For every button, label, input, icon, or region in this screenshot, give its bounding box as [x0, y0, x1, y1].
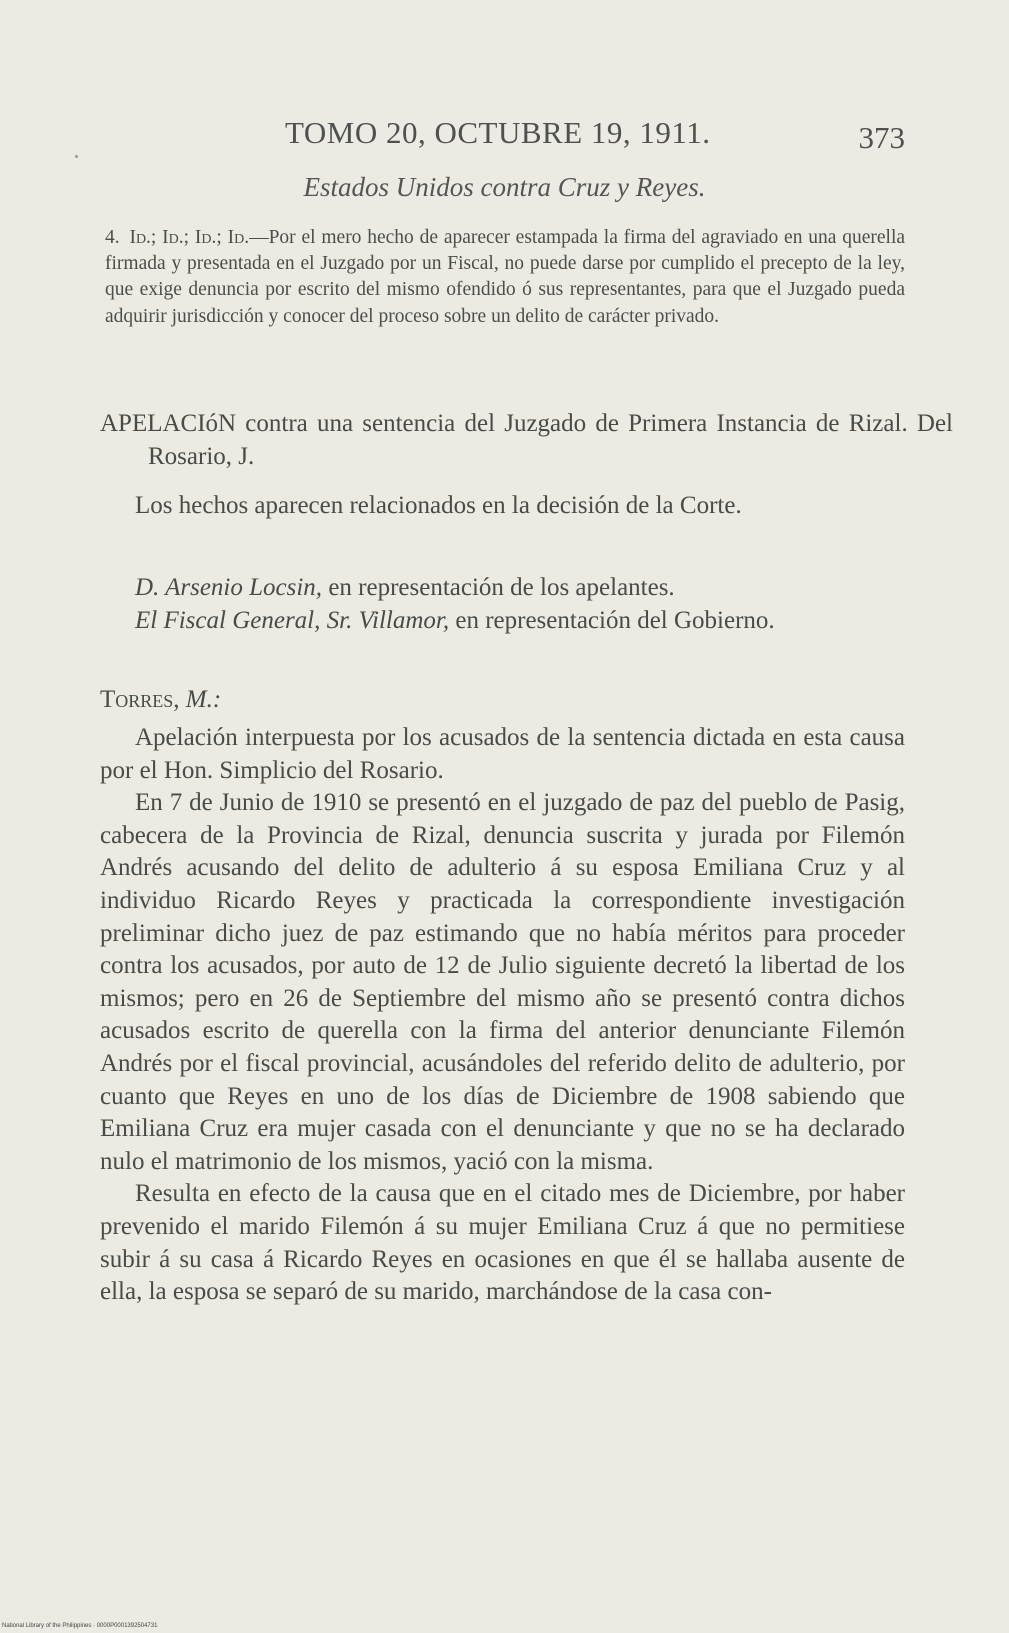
running-head: TOMO 20, OCTUBRE 19, 1911. — [285, 115, 711, 150]
scan-speck — [75, 155, 78, 158]
appeal-text: contra una sentencia del Juzgado de Primera Instancia de Rizal. Del Rosario, J. — [148, 410, 953, 470]
opinion-paragraph: En 7 de Junio de 1910 se presentó en el juzgado de paz del pueblo de Pasig, cabecera de la Provincia de Rizal, denuncia suscrita y jurada por Filemón Andrés acusando del delito de adulterio á su esposa Emiliana Cruz y al individuo Ricardo Reyes y practicada la correspondiente investigación preliminar dicho juez de paz estimando que no había méritos para proceder contra los acusados, por auto de 12 de Julio siguiente decretó la libertad de los mismos; pero en 26 de Septiembre del mismo año se presentó contra dichos acusados escrito de querella con la firma del anterior denunciante Filemón Andrés por el fiscal provincial, acusándoles del referido delito de adulterio, por cuanto que Reyes en uno de los días de Diciembre de 1908 sabiendo que Emiliana Cruz era mujer casada con el denunciante y que no se ha declarado nulo el matrimonio de los mismos, yació con la misma. — [100, 789, 905, 1175]
opinion-text — [100, 722, 905, 1309]
syllabus-heading: Id.; Id.; Id.; Id. — [129, 227, 250, 248]
appellants-counsel-name: D. Arsenio Locsin, — [135, 574, 323, 601]
counsel-block — [100, 572, 905, 637]
appeal-paragraph — [100, 408, 953, 473]
syllabus-text: —Por el mero hecho de aparecer estampada la firma del agraviado en una querella firmada y presentada en el Juzgado por un Fiscal, no puede darse por cumplido el precepto de la ley, que exige denuncia por escrito del mismo ofendido ó sus representantes, para que el Juzgado pueda adquirir jurisdicción y conocer del proceso sobre un delito de carácter privado. — [105, 227, 906, 327]
judge-name: Torres, — [100, 686, 180, 713]
page-header — [100, 110, 905, 160]
page-number: 373 — [858, 120, 905, 155]
government-counsel-name: El Fiscal General, Sr. Villamor, — [135, 606, 450, 634]
appellants-counsel-text: en representación de los apelantes. — [322, 574, 675, 601]
opinion-paragraph: Apelación interpuesta por los acusados de la sentencia dictada en esta causa por el Hon. Simplicio del Rosario. — [100, 724, 905, 784]
opinion-paragraph: Resulta en efecto de la causa que en el citado mes de Diciembre, por haber prevenido el marido Filemón á su mujer Emiliana Cruz á que no permitiese subir á su casa á Ricardo Reyes en ocasiones en que él se hallaba ausente de ella, la esposa se separó de su marido, marchándose de la casa con- — [100, 1180, 905, 1306]
case-title: Estados Unidos contra Cruz y Reyes. — [303, 172, 706, 202]
judge-title: M.: — [185, 686, 222, 713]
appeal-lead: APELACIóN — [100, 410, 237, 437]
judge-line — [100, 684, 905, 717]
syllabus-paragraph — [105, 225, 905, 330]
government-counsel-text: en representación del Gobierno. — [449, 606, 775, 634]
government-counsel — [100, 605, 905, 638]
facts-paragraph: Los hechos aparecen relacionados en la decisión de la Corte. — [135, 492, 742, 519]
syllabus-number: 4. — [105, 227, 120, 248]
scan-footer: National Library of the Philippines · 0000P0001392504731 — [2, 1623, 158, 1629]
appellants-counsel — [100, 572, 905, 605]
